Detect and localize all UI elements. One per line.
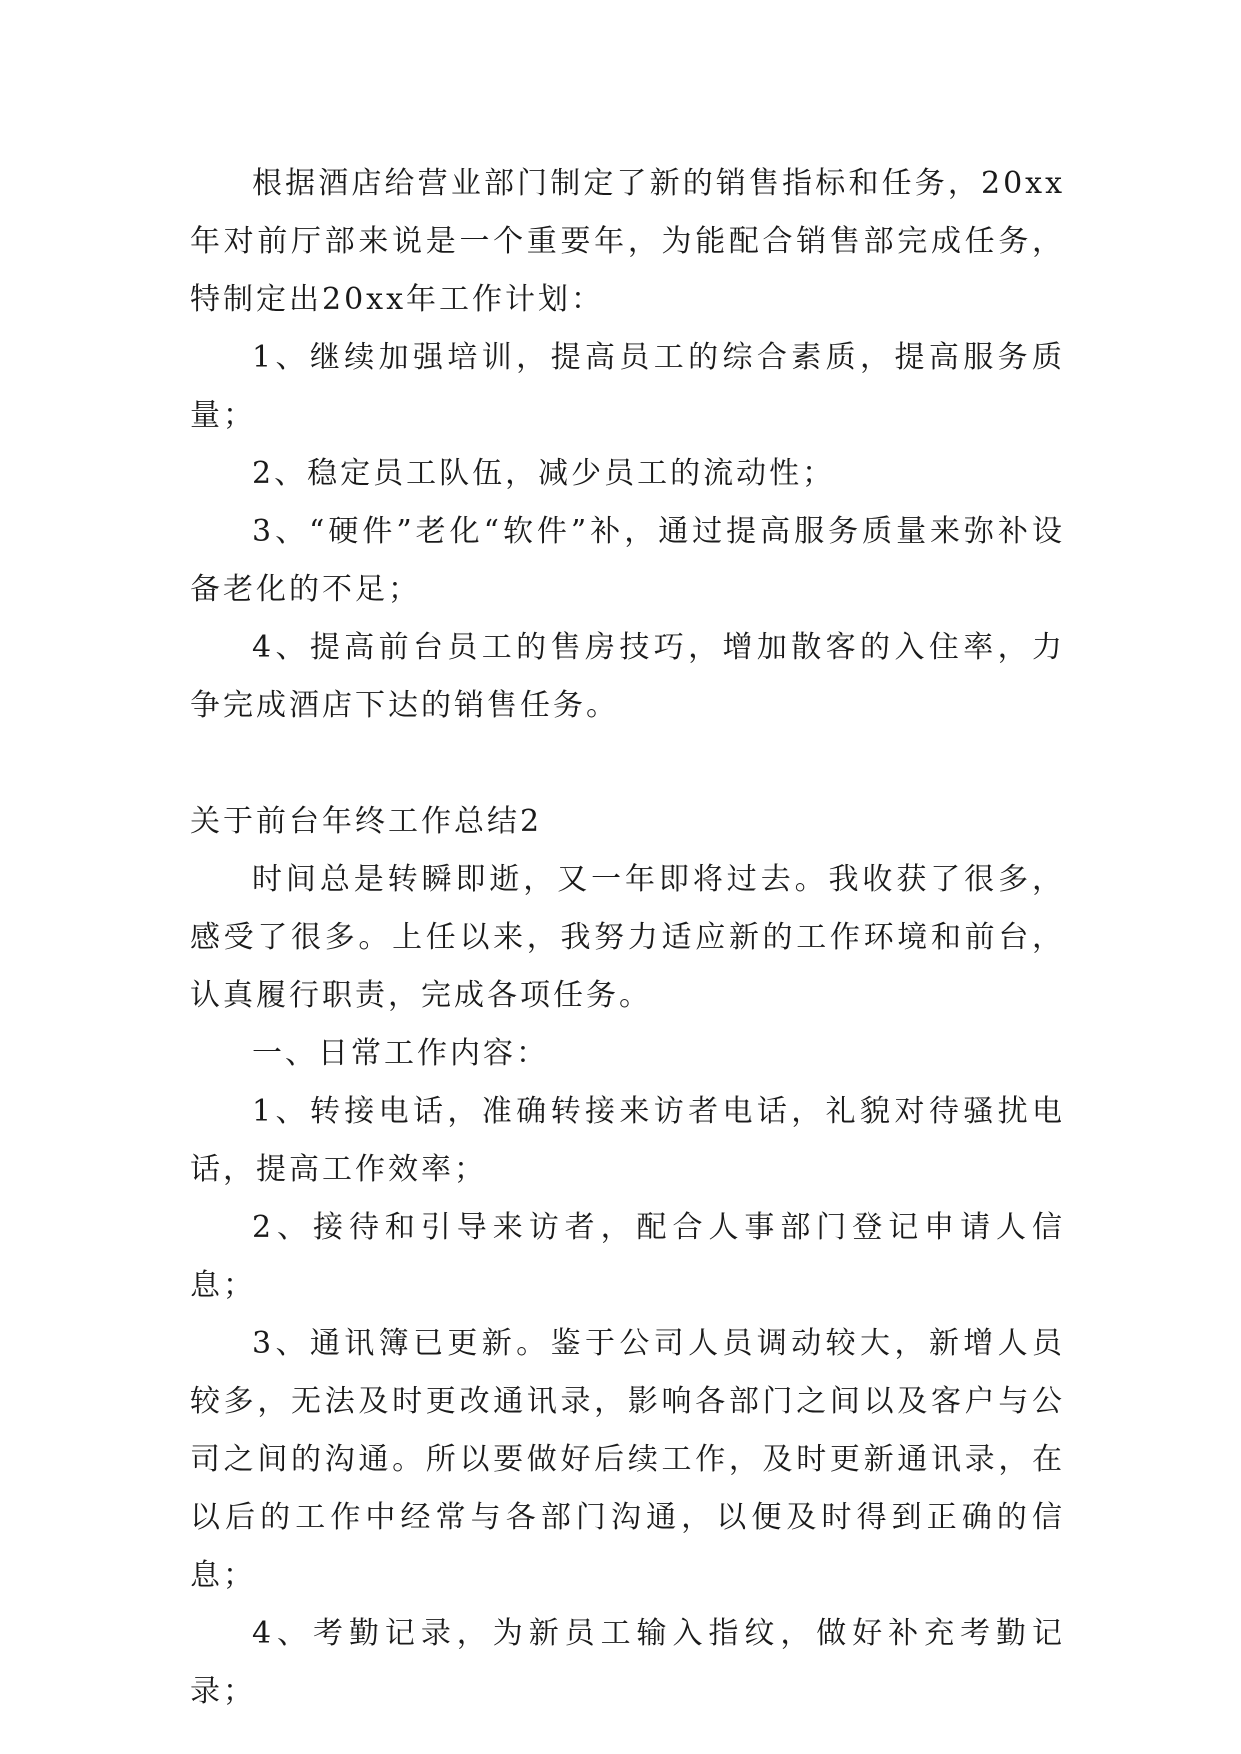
daily-item-1: 1、转接电话，准确转接来访者电话，礼貌对待骚扰电话，提高工作效率； xyxy=(190,1094,1065,1187)
daily-work-heading: 一、日常工作内容： xyxy=(252,1036,549,1071)
plan-item-2: 2、稳定员工队伍，减少员工的流动性； xyxy=(252,456,836,491)
document-page xyxy=(190,155,1065,1721)
plan-item-1: 1、继续加强培训，提高员工的综合素质，提高服务质量； xyxy=(190,340,1065,433)
section-title: 关于前台年终工作总结2 xyxy=(190,804,543,839)
daily-item-2: 2、接待和引导来访者，配合人事部门登记申请人信息； xyxy=(190,1210,1065,1303)
summary-intro-paragraph: 时间总是转瞬即逝，又一年即将过去。我收获了很多，感受了很多。上任以来，我努力适应新的工作环境和前台，认真履行职责，完成各项任务。 xyxy=(190,862,1065,1013)
plan-item-4: 4、提高前台员工的售房技巧，增加散客的入住率，力争完成酒店下达的销售任务。 xyxy=(190,630,1065,723)
daily-item-4: 4、考勤记录，为新员工输入指纹，做好补充考勤记录； xyxy=(190,1616,1065,1709)
plan-item-3: 3、“硬件”老化“软件”补，通过提高服务质量来弥补设备老化的不足； xyxy=(190,514,1065,607)
intro-paragraph: 根据酒店给营业部门制定了新的销售指标和任务，20xx年对前厅部来说是一个重要年，为能配合销售部完成任务，特制定出20xx年工作计划： xyxy=(190,166,1065,317)
daily-item-3: 3、通讯簿已更新。鉴于公司人员调动较大，新增人员较多，无法及时更改通讯录，影响各部门之间以及客户与公司之间的沟通。所以要做好后续工作，及时更新通讯录，在以后的工作中经常与各部门沟通，以便及时得到正确的信息； xyxy=(190,1326,1065,1593)
